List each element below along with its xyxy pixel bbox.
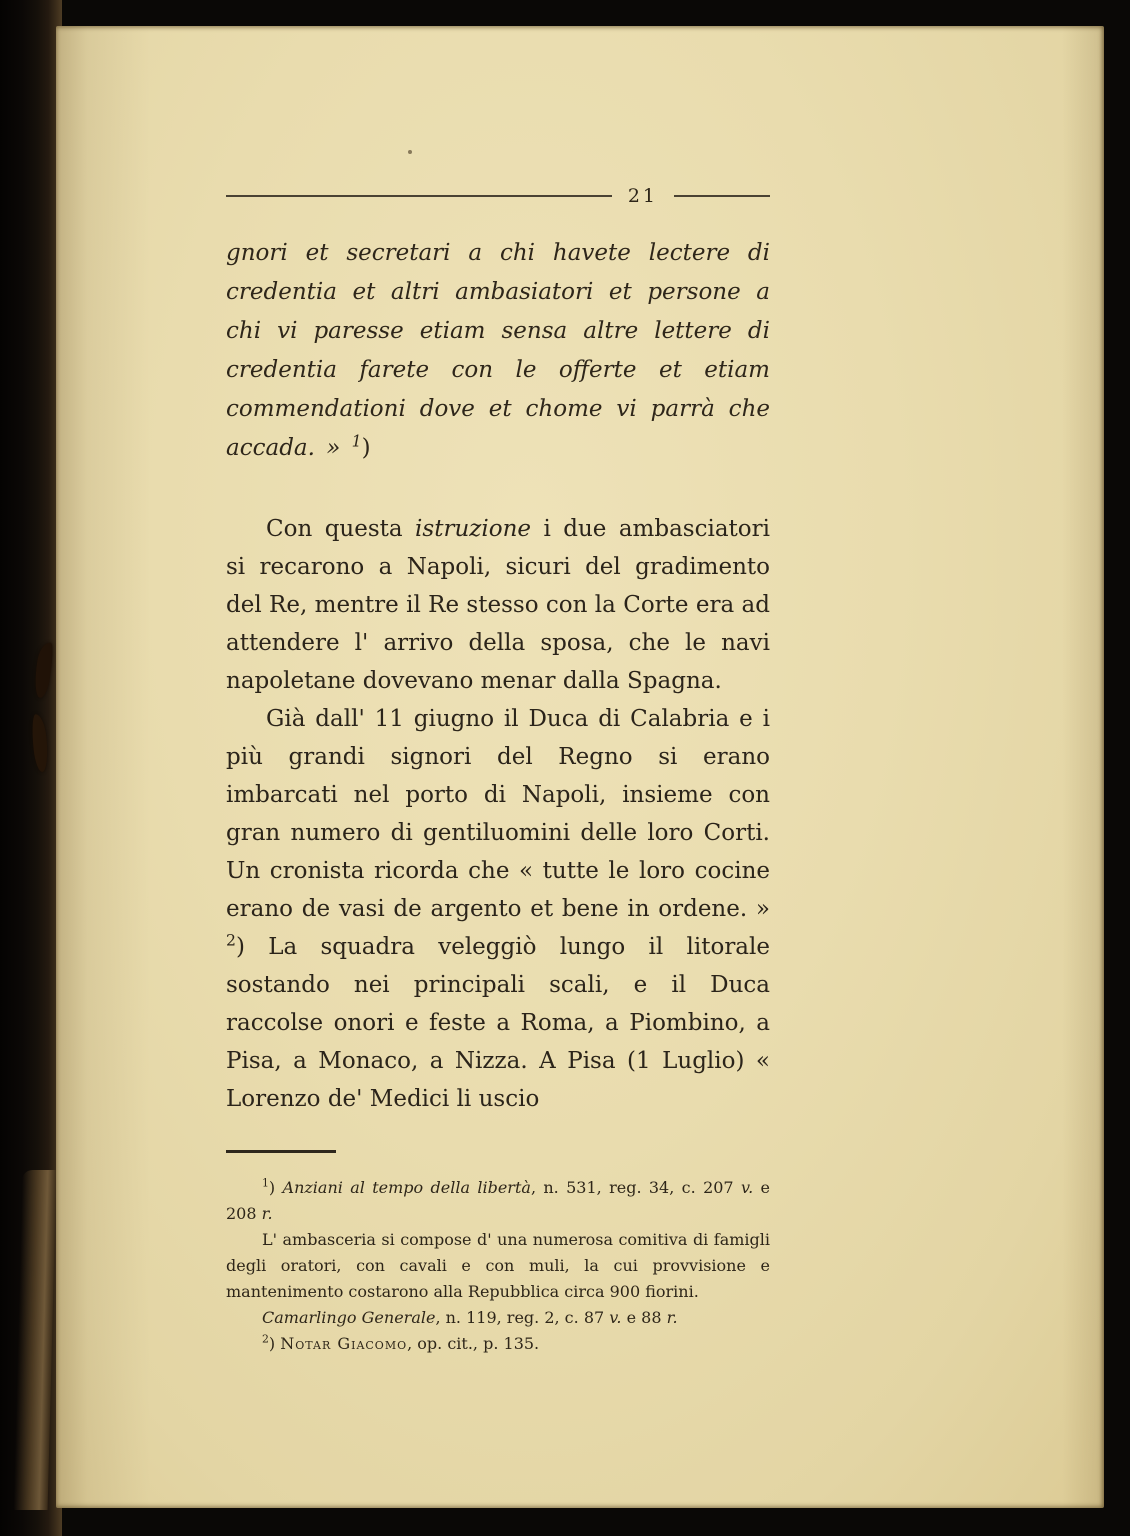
text-segment: Con questa <box>266 516 416 542</box>
text-segment: r. <box>666 1308 678 1327</box>
text-segment: , n. 119, reg. 2, c. 87 <box>435 1308 610 1327</box>
body-paragraph <box>226 510 770 700</box>
text-segment: ) <box>361 435 371 461</box>
footnote <box>226 1331 770 1357</box>
text-segment: ) <box>268 1334 281 1353</box>
text-segment: Già dall' 11 giugno il Duca di Calabria e i più grandi signori del Regno si erano imbarcati nel porto di Napoli, insieme con gran numero di gentiluomini delle loro Corti. Un cronista ricorda che « tutte le loro cocine erano de vasi de argento et bene in ordene. » <box>226 706 770 922</box>
text-segment: Notar Giacomo <box>280 1334 408 1353</box>
text-segment: 2 <box>262 1332 269 1346</box>
text-segment: ) La squadra veleggiò lungo il litorale sostando nei principali scali, e il Duca raccolse onori e feste a Roma, a Piombino, a Pisa, a Monaco, a Nizza. A Pisa (1 Luglio) « Lorenzo de' Medici li uscio <box>226 934 770 1112</box>
text-segment: gnori et secretari a chi havete lectere di credentia et altri ambasiatori et persone a chi vi paresse etiam sensa altre lettere di credentia farete con le offerte et etiam commendationi dove et chome vi parrà che accada. » <box>226 240 770 461</box>
text-segment: 1 <box>262 1176 269 1190</box>
text-segment: 2 <box>226 930 236 950</box>
text-segment: 1 <box>351 431 362 451</box>
text-segment: e 208 <box>226 1178 771 1223</box>
footnote <box>226 1227 770 1305</box>
text-segment: Camarlingo Generale <box>262 1308 436 1327</box>
text-segment: L' ambasceria si compose d' una numerosa comitiva di famigli degli oratori, con cavali e con muli, la cui provvisione e mantenimento costarono alla Repubblica circa 900 fiorini. <box>226 1230 770 1301</box>
text-segment: e 88 <box>621 1308 667 1327</box>
footnote <box>226 1305 770 1331</box>
text-segment: ) <box>268 1178 283 1197</box>
page-header <box>226 184 770 208</box>
text-segment: Anziani al tempo della libertà <box>282 1178 531 1197</box>
footnote <box>226 1175 770 1227</box>
page-number: 21 <box>627 185 658 207</box>
page-content <box>226 26 770 1357</box>
header-rule-right <box>674 195 770 197</box>
book-page <box>56 26 1104 1508</box>
text-segment: v. <box>740 1178 754 1197</box>
footnote-divider <box>226 1150 336 1153</box>
text-segment: , n. 531, reg. 34, c. 207 <box>530 1178 741 1197</box>
text-segment: r. <box>261 1204 273 1223</box>
text-segment: , op. cit., p. 135. <box>407 1334 540 1353</box>
text-segment: v. <box>609 1308 622 1327</box>
header-rule-left <box>226 195 612 197</box>
quoted-instruction-paragraph <box>226 234 770 468</box>
text-segment: istruzione <box>415 516 532 542</box>
body-paragraph <box>226 700 770 1118</box>
text-segment: i due ambasciatori si recarono a Napoli, sicuri del gradimento del Re, mentre il Re stesso con la Corte era ad attendere l' arrivo della sposa, che le navi napoletane dovevano menar dalla Spagna. <box>226 516 770 694</box>
